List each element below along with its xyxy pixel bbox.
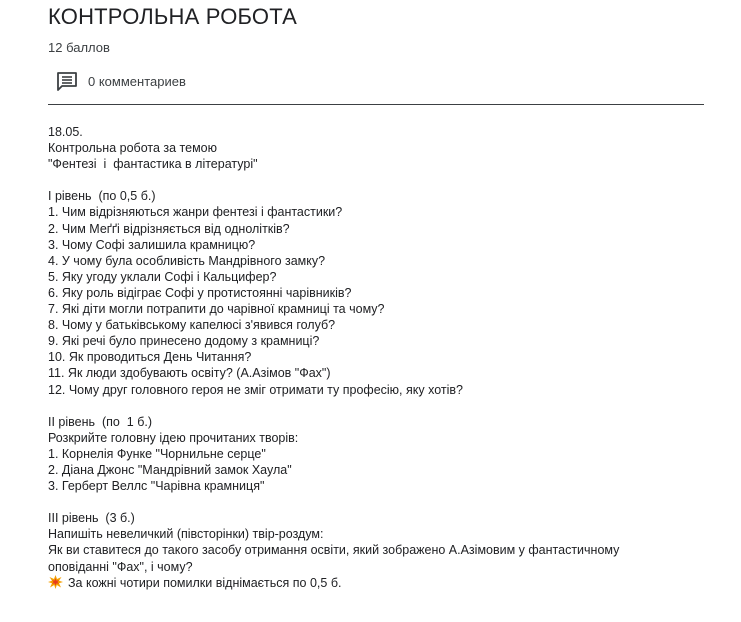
grading-note — [48, 575, 708, 591]
collision-emoji-icon — [48, 575, 63, 589]
level1-question: 12. Чому друг головного героя не зміг отримати ту професію, яку хотів? — [48, 382, 463, 397]
page-title: КОНТРОЛЬНА РОБОТА — [48, 4, 297, 29]
spacer — [48, 172, 708, 188]
level1-question: 3. Чому Софі залишила крамницю? — [48, 237, 256, 252]
level2-item: 2. Діана Джонс "Мандрівний замок Хаула" — [48, 462, 292, 477]
level1-question: 9. Які речі було принесено додому з крамниці? — [48, 334, 320, 349]
level1-question: 5. Яку угоду уклали Софі і Кальцифер? — [48, 269, 277, 284]
comment-icon — [56, 70, 78, 92]
intro-line: Контрольна робота за темою — [48, 141, 217, 156]
comments-button[interactable] — [56, 68, 186, 94]
level1-question: 2. Чим Меґґі відрізняється від однолітків? — [48, 221, 290, 236]
intro-topic: "Фентезі і фантастика в літературі" — [48, 157, 258, 172]
level1-question: 8. Чому у батьківському капелюсі з'явився голуб? — [48, 318, 336, 333]
level1-question: 10. Як проводиться День Читання? — [48, 350, 252, 365]
assignment-body — [48, 124, 708, 591]
level1-question: 7. Які діти могли потрапити до чарівної крамниці та чому? — [48, 302, 385, 317]
level3-task: Напишіть невеличкий (півсторінки) твір-роздум: — [48, 527, 324, 542]
grading-note-text: За кожні чотири помилки віднімається по 0,5 б. — [68, 575, 342, 590]
level1-question: 4. У чому була особливість Мандрівного замку? — [48, 253, 326, 268]
level1-question: 6. Яку роль відіграє Софі у протистоянні чарівників? — [48, 285, 352, 300]
level3-question: оповіданні "Фах", і чому? — [48, 559, 193, 574]
points-label: 12 баллов — [48, 40, 110, 55]
level2-heading: ІІ рівень (по 1 б.) — [48, 414, 153, 429]
level3-heading: ІІІ рівень (3 б.) — [48, 511, 135, 526]
level1-question: 1. Чим відрізняються жанри фентезі і фантастики? — [48, 205, 343, 220]
assignment-date: 18.05. — [48, 125, 83, 139]
level2-item: 1. Корнелія Функе "Чорнильне серце" — [48, 446, 266, 461]
comments-count: 0 комментариев — [88, 73, 186, 89]
level2-item: 3. Герберт Веллс "Чарівна крамниця" — [48, 479, 265, 494]
header-divider — [48, 104, 704, 105]
level1-heading: І рівень (по 0,5 б.) — [48, 189, 156, 204]
spacer — [48, 494, 708, 510]
spacer — [48, 398, 708, 414]
level3-question: Як ви ставитеся до такого засобу отримання освіти, який зображено А.Азімовим у фантастичному — [48, 543, 620, 558]
level2-task: Розкрийте головну ідею прочитаних творів: — [48, 430, 299, 445]
level1-question: 11. Як люди здобувають освіту? (А.Азімов "Фах") — [48, 366, 331, 381]
